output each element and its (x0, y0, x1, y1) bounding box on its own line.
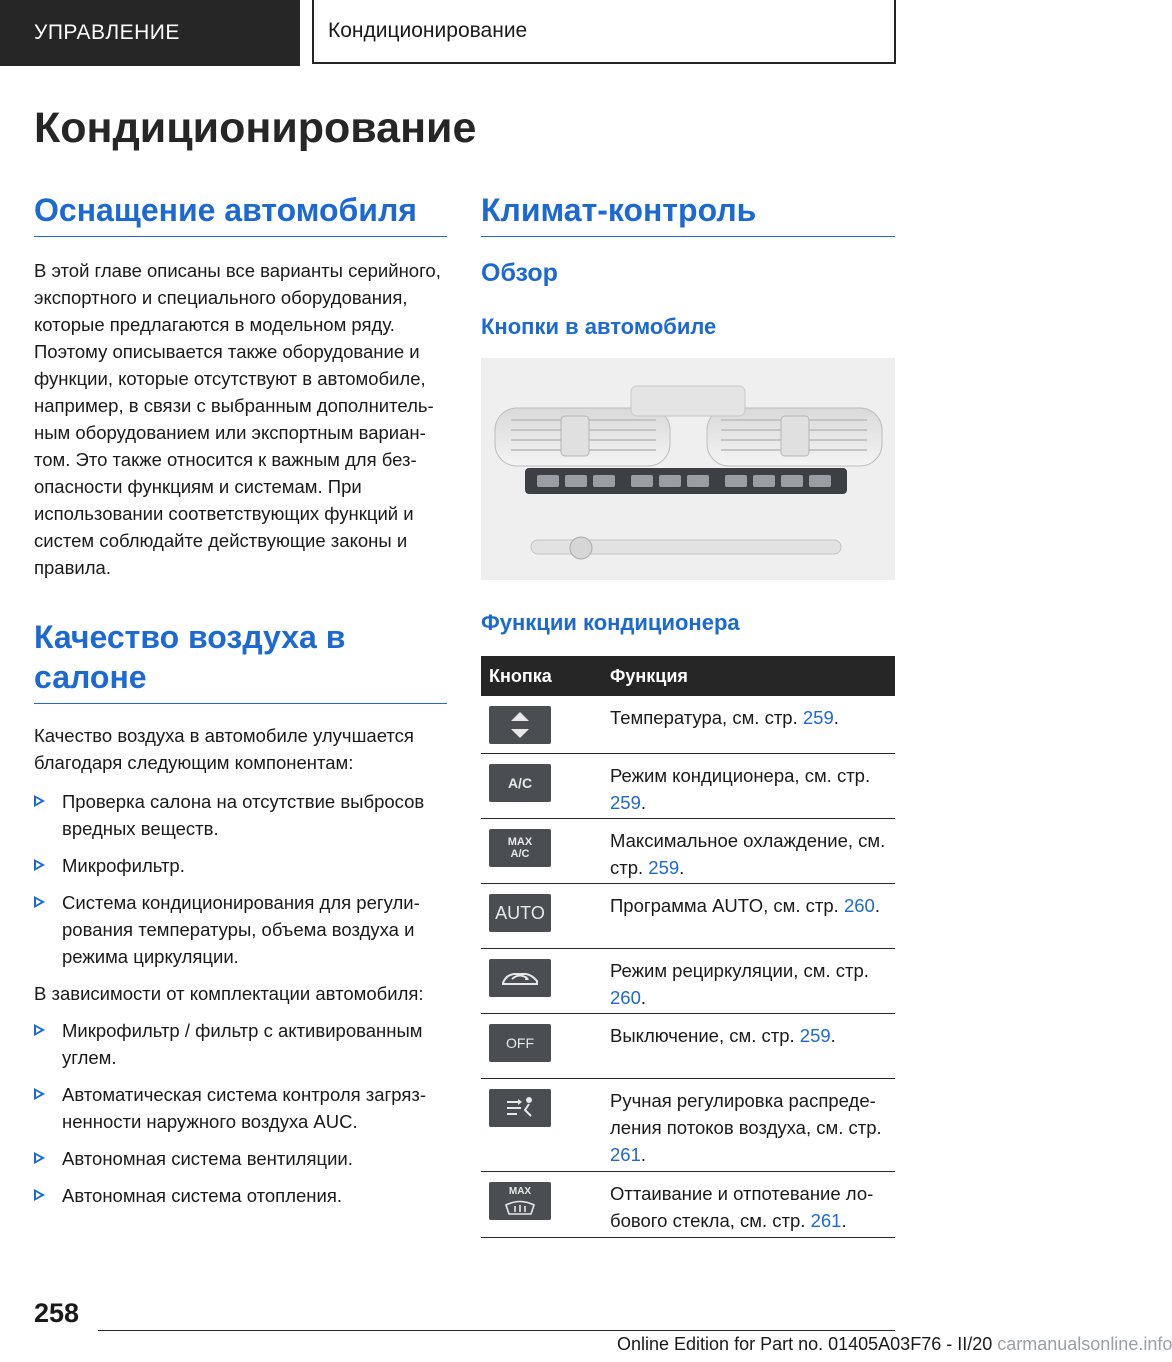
column-header-function: Функция (610, 665, 688, 686)
max-ac-button-icon: MAX A/C (489, 829, 551, 867)
right-column (481, 190, 895, 340)
functions-table (481, 656, 895, 1238)
table-row: Режим рециркуляции, см. стр. 260. (481, 949, 895, 1014)
page-link[interactable]: 261 (810, 1210, 842, 1231)
list-item: Автономная система отопления. (34, 1182, 447, 1209)
climate-panel-illustration (481, 358, 895, 580)
heading-buttons: Кнопки в автомобиле (481, 314, 717, 339)
table-row: AUTO Программа AUTO, см. стр. 260. (481, 884, 895, 949)
list-item: Система кондиционирования для регулирования температуры, объема воздуха и режима циркуляции. (34, 889, 447, 970)
paragraph-equipment: В этой главе описаны все варианты серийного, экспортного и специального оборудования, которые предлагаются в модельном ряду. Поэтому описывается также оборудование и функции, которые отсутствуют в автомобиле, например, в связи с выбранным дополнительным оборудованием или экспортным вариантом. Это также относится к важным для безопасности функциям и системам. При использовании соответствующих функций и систем соблюдайте действующие законы и правила. (34, 260, 441, 578)
climate-panel-photo (481, 358, 895, 580)
temperature-arrows-icon (489, 706, 551, 744)
list-item: Микрофильтр. (34, 852, 447, 879)
auto-button-icon: AUTO (489, 894, 551, 932)
watermark: carmanualsonline.info (997, 1334, 1172, 1354)
table-header (481, 656, 895, 696)
heading-equipment: Оснащение автомобиля (34, 190, 447, 237)
page-link[interactable]: 259 (610, 792, 641, 813)
table-row: MAX A/C Максимальное охлаждение, см. стр. 259. (481, 819, 895, 884)
footer-divider (98, 1330, 895, 1331)
max-defrost-icon: MAX (489, 1182, 551, 1220)
list-item: Проверка салона на отсутствие выбросов вредных веществ. (34, 788, 447, 842)
list-optional (34, 1017, 447, 1209)
page-link[interactable]: 259 (648, 857, 680, 878)
ac-button-icon: A/C (489, 764, 551, 802)
list-item: Микрофильтр / фильтр с активированным углем. (34, 1017, 447, 1071)
table-row: Температура, см. стр. 259. (481, 696, 895, 754)
triangle-bullet-icon (34, 1024, 45, 1036)
list-components (34, 788, 447, 970)
page-link[interactable]: 261 (610, 1144, 641, 1165)
page-link[interactable]: 260 (843, 895, 875, 916)
table-row: MAX Оттаивание и отпотевание лобового стекла, см. стр. 261. (481, 1172, 895, 1238)
heading-functions: Функции кондиционера (481, 610, 740, 635)
off-button-icon: OFF (489, 1024, 551, 1062)
page-link[interactable]: 259 (802, 707, 834, 728)
paragraph-air-quality: Качество воздуха в автомобиле улучшается благодаря следующим компонентам: (34, 725, 414, 773)
column-header-button: Кнопка (489, 665, 552, 686)
heading-air-quality: Качество воздуха в салоне (34, 617, 447, 704)
heading-climate-control: Климат-контроль (481, 190, 895, 237)
heading-overview: Обзор (481, 259, 558, 287)
header-bar (0, 0, 960, 66)
triangle-bullet-icon (34, 1152, 45, 1164)
air-distribution-icon (489, 1089, 551, 1127)
table-row: Ручная регулировка распределения потоков воздуха, см. стр. 261. (481, 1079, 895, 1172)
page-title: Кондиционирование (34, 104, 477, 152)
list-item: Автономная система вентиляции. (34, 1145, 447, 1172)
page-link[interactable]: 259 (799, 1025, 831, 1046)
left-column (34, 190, 447, 1219)
table-row: A/C Режим кондиционера, см. стр. 259. (481, 754, 895, 819)
triangle-bullet-icon (34, 795, 45, 807)
page-number: 258 (34, 1298, 80, 1328)
triangle-bullet-icon (34, 1189, 45, 1201)
page-link[interactable]: 260 (610, 987, 641, 1008)
triangle-bullet-icon (34, 896, 45, 908)
triangle-bullet-icon (34, 859, 45, 871)
recirculation-car-icon (489, 959, 551, 997)
triangle-bullet-icon (34, 1088, 45, 1100)
section-label: УПРАВЛЕНИЕ (0, 0, 300, 66)
list-item: Автоматическая система контроля загрязненности наружного воздуха AUC. (34, 1081, 447, 1135)
edition-note: Online Edition for Part no. 01405A03F76 - II/20 carmanualsonline.info (617, 1334, 1172, 1354)
chapter-label: Кондиционирование (312, 0, 896, 64)
paragraph-depends: В зависимости от комплектации автомобиля: (34, 983, 424, 1004)
table-row: OFF Выключение, см. стр. 259. (481, 1014, 895, 1079)
